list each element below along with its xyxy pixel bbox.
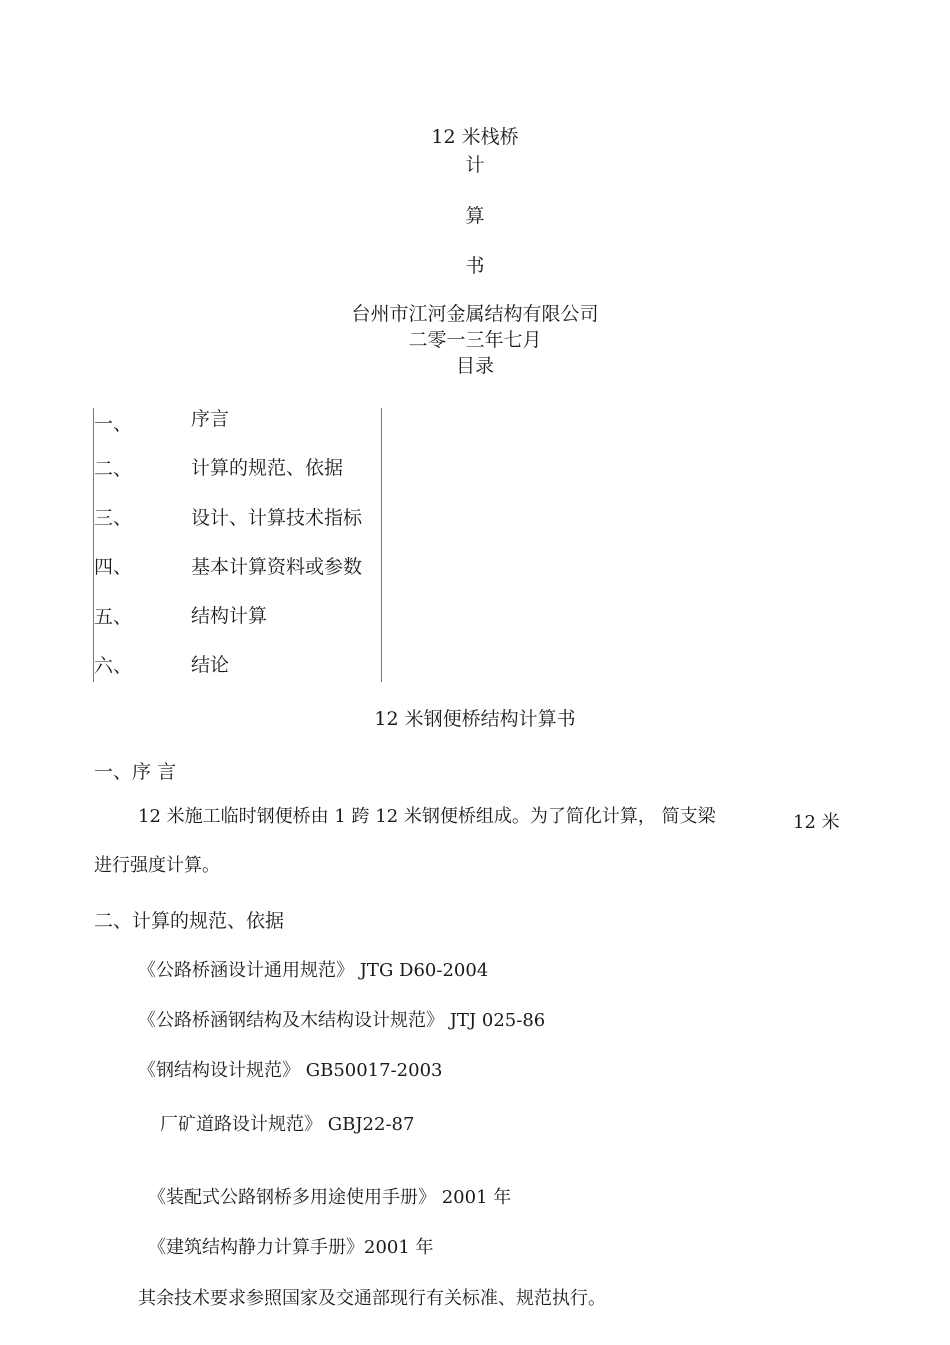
section1-paragraph-line1-end: 12 米 [793, 812, 840, 833]
cover-title-line4: 书 [465, 255, 485, 277]
section2-heading: 二、计算的规范、依据 [94, 910, 285, 932]
toc-item-title: 设计、计算技术指标 [191, 507, 363, 529]
reference-item: 厂矿道路设计规范》 GBJ22-87 [160, 1114, 415, 1135]
cover-date: 二零一三年七月 [408, 329, 542, 351]
toc-left-border [93, 408, 94, 682]
toc-item-title: 结论 [191, 654, 230, 676]
section1-paragraph-line2: 进行强度计算。 [94, 855, 220, 876]
toc-item-num: 一、 [94, 413, 133, 435]
section1-paragraph-line1: 12 米施工临时钢便桥由 1 跨 12 米钢便桥组成。为了简化计算， 简支梁 [138, 806, 716, 827]
toc-item-num: 二、 [94, 458, 133, 480]
reference-item: 《装配式公路钢桥多用途使用手册》 2001 年 [148, 1187, 512, 1208]
reference-item: 《钢结构设计规范》 GB50017-2003 [138, 1060, 443, 1081]
toc-item-num: 六、 [94, 655, 133, 677]
section1-heading: 一、序 言 [94, 761, 177, 783]
toc-heading: 目录 [455, 355, 494, 377]
reference-item: 《建筑结构静力计算手册》2001 年 [148, 1237, 434, 1258]
toc-item-title: 基本计算资料或参数 [191, 556, 363, 578]
toc-item-num: 三、 [94, 507, 133, 529]
toc-right-border [381, 408, 382, 682]
toc-item-title: 结构计算 [191, 605, 268, 627]
toc-item-num: 五、 [94, 606, 133, 628]
doc-title: 12 米钢便桥结构计算书 [374, 708, 576, 730]
cover-title-line1: 12 米栈桥 [431, 126, 519, 148]
cover-title-line3: 算 [465, 205, 485, 227]
toc-item-title: 序言 [191, 408, 230, 430]
cover-title-line2: 计 [465, 154, 485, 176]
toc-item-title: 计算的规范、依据 [191, 457, 344, 479]
cover-company: 台州市江河金属结构有限公司 [351, 303, 599, 325]
toc-item-num: 四、 [94, 556, 133, 578]
reference-item: 《公路桥涵钢结构及木结构设计规范》 JTJ 025-86 [138, 1010, 546, 1031]
section2-closing: 其余技术要求参照国家及交通部现行有关标准、规范执行。 [138, 1288, 606, 1309]
reference-item: 《公路桥涵设计通用规范》 JTG D60-2004 [138, 960, 489, 981]
